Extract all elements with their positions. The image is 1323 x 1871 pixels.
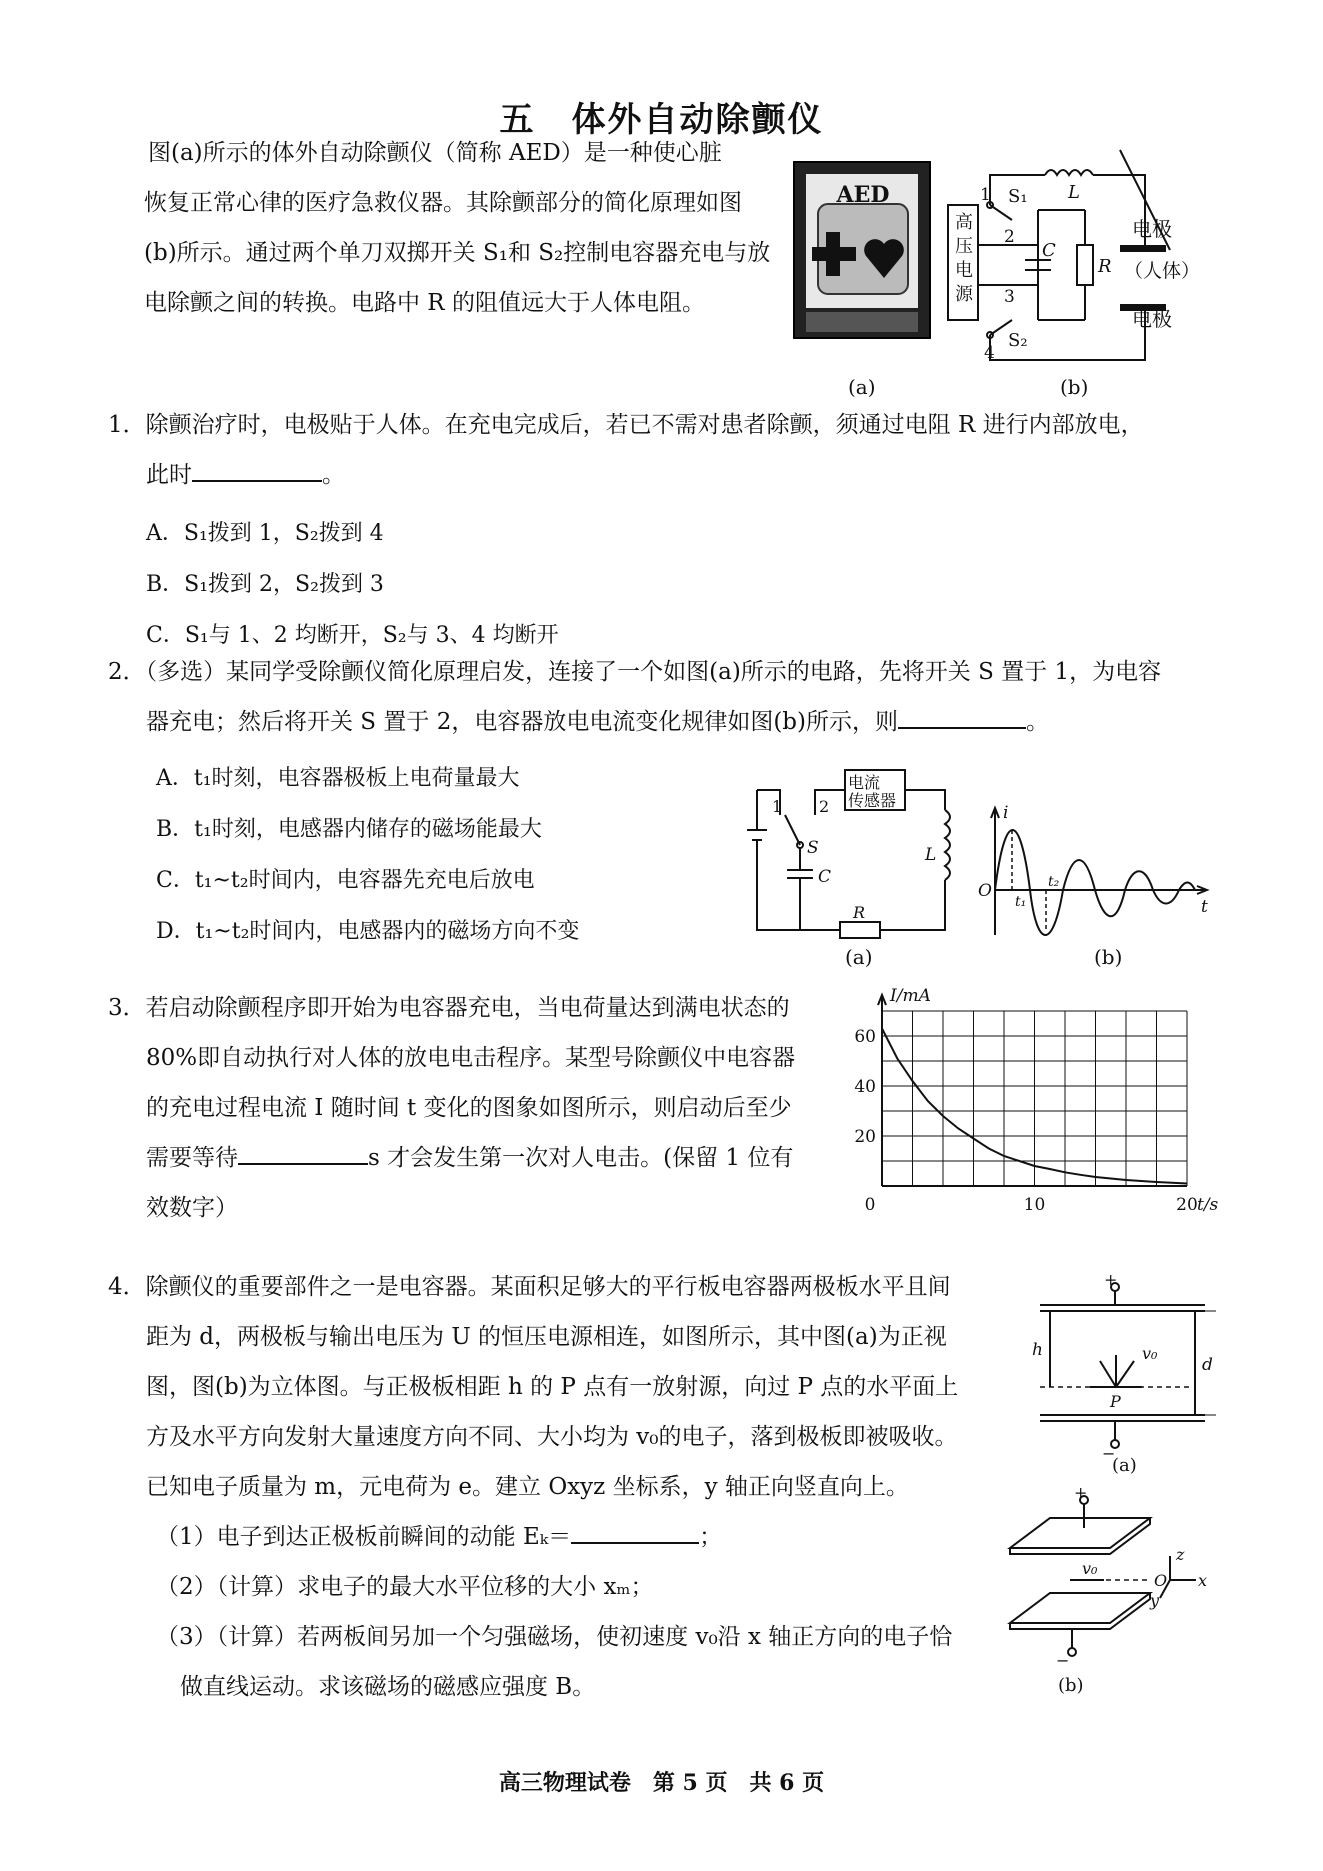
q3-charging-current-chart (854, 985, 1220, 1225)
positive-terminal: + (1074, 1483, 1088, 1502)
q2-fig-a-caption: (a) (845, 945, 873, 969)
y-axis-label: i (1003, 803, 1009, 823)
t1-label: t₁ (1015, 894, 1027, 910)
charging-chart-svg (854, 985, 1220, 1225)
contact-1: 1 (980, 185, 991, 205)
x-axis-label: t/s (1197, 1195, 1219, 1215)
intro-line: (b)所示。通过两个单刀双掷开关 S₁和 S₂控制电容器充电与放 (144, 240, 771, 266)
y-tick-label: 40 (854, 1077, 876, 1097)
y-axis-label: y (1150, 1591, 1160, 1610)
y-tick-label: 60 (854, 1027, 876, 1047)
sensor-label: 传感器 (848, 791, 897, 810)
q4-sub3-cont: 做直线运动。求该磁场的磁感应强度 B。 (180, 1674, 596, 1700)
resistor-label: R (1098, 256, 1112, 277)
aed-figure (792, 160, 932, 340)
fig-b-caption: (b) (1060, 375, 1089, 399)
q2-line: 2．（多选）某同学受除颤仪简化原理启发，连接了一个如图(a)所示的电路，先将开关 S 置于 1，为电容 (108, 659, 1162, 685)
negative-terminal: − (1056, 1651, 1070, 1670)
q4-answer-blank[interactable] (571, 1520, 699, 1544)
intro-line: 电除颤之间的转换。电路中 R 的阻值远大于人体电阻。 (144, 290, 705, 316)
resistor-label: R (853, 903, 866, 922)
body-label: （人体） (1124, 260, 1201, 282)
q2-stem (108, 647, 1248, 747)
q2-fig-b-caption: (b) (1094, 945, 1123, 969)
page-footer: 高三物理试卷 第 5 页 共 6 页 (498, 1770, 825, 1796)
fig-a-caption: (a) (848, 375, 876, 399)
q4-stem (108, 1262, 1028, 1512)
x-axis-label: t (1201, 897, 1208, 917)
source-char: 高 (955, 212, 973, 233)
intro-line: 恢复正常心律的医疗急救仪器。其除颤部分的简化原理如图 (144, 190, 742, 216)
q3-line: 的充电过程电流 I 随时间 t 变化的图象如图所示，则启动后至少 (146, 1095, 792, 1121)
source-char: 源 (955, 284, 973, 305)
electrode-bottom-label: 电极 (1132, 307, 1172, 331)
q4-line: 图，图(b)为立体图。与正极板相距 h 的 P 点有一放射源，向过 P 点的水平面上 (146, 1374, 959, 1400)
origin-label: O (978, 881, 992, 901)
z-axis-label: z (1176, 1545, 1185, 1564)
aed-logo-text: AED (836, 182, 890, 208)
q1-option-b: B．S₁拨到 2，S₂拨到 3 (146, 572, 384, 597)
q4-line: 距为 d，两极板与输出电压为 U 的恒压电源相连，如图所示，其中图(a)为正视 (146, 1324, 947, 1350)
q3-line: 80%即自动执行对人体的放电电击程序。某型号除颤仪中电容器 (146, 1045, 796, 1071)
h-label: h (1032, 1340, 1043, 1360)
contact-3: 3 (1004, 287, 1015, 307)
contact-1: 1 (772, 797, 783, 816)
x-tick-label: 0 (864, 1195, 876, 1215)
q1-line: 此时 。 (146, 450, 1228, 500)
q1-option-a: A．S₁拨到 1，S₂拨到 4 (146, 521, 384, 546)
q4-fig-a-caption: (a) (1112, 1455, 1137, 1476)
q4-sub2: （2）（计算）求电子的最大水平位移的大小 xₘ； (156, 1574, 654, 1600)
q2-option-d: D．t₁~t₂时间内，电感器内的磁场方向不变 (156, 919, 580, 944)
q2-option-b: B．t₁时刻，电感器内储存的磁场能最大 (156, 817, 542, 842)
q3-answer-blank[interactable] (238, 1141, 368, 1165)
q4-sub1: （1）电子到达正极板前瞬间的动能 Eₖ＝ ； (156, 1512, 1016, 1562)
q2-lc-circuit (745, 760, 975, 940)
intro-paragraph (144, 128, 788, 328)
q4-front-view-figure (1030, 1270, 1230, 1465)
q2-current-graph (975, 800, 1215, 940)
q2-answer-blank[interactable] (898, 705, 1026, 729)
q4-line: 4．除颤仪的重要部件之一是电容器。某面积足够大的平行板电容器两极板水平且间 (108, 1274, 951, 1300)
switch-s1-label: S₁ (1008, 186, 1028, 207)
q2-options (156, 753, 579, 957)
v0-label: v₀ (1082, 1559, 1098, 1578)
point-p-label: P (1110, 1392, 1121, 1411)
sensor-label: 电流 (848, 773, 881, 792)
q2-option-c: C．t₁~t₂时间内，电容器先充电后放电 (156, 868, 535, 893)
electrode-top-label: 电极 (1132, 217, 1172, 241)
q3-line: 需要等待 s 才会发生第一次对人电击。(保留 1 位有 (146, 1133, 868, 1183)
y-tick-label: 20 (854, 1127, 876, 1147)
contact-4: 4 (984, 343, 995, 363)
q2-line: 器充电；然后将开关 S 置于 2，电容器放电电流变化规律如图(b)所示，则 。 (146, 697, 1248, 747)
v0-label: v₀ (1142, 1344, 1158, 1363)
inductor-label: L (925, 845, 937, 865)
aed-device-image (792, 160, 932, 340)
contact-2: 2 (819, 797, 830, 816)
y-axis-label: I/mA (890, 986, 931, 1006)
switch-s2-label: S₂ (1008, 330, 1028, 351)
q4-line: 已知电子质量为 m，元电荷为 e。建立 Oxyz 坐标系，y 轴正向竖直向上。 (146, 1474, 909, 1500)
q3-stem (108, 983, 868, 1233)
q2-option-a: A．t₁时刻，电容器极板上电荷量最大 (156, 766, 520, 791)
q4-subquestions (156, 1512, 1016, 1712)
source-char: 电 (955, 260, 973, 281)
intro-line: 图(a)所示的体外自动除颤仪（简称 AED）是一种使心脏 (148, 140, 722, 166)
capacitor-label: C (818, 867, 832, 887)
q4-3d-figure (1000, 1483, 1220, 1678)
source-char: 压 (955, 236, 973, 257)
q1-line: 1．除颤治疗时，电极贴于人体。在充电完成后，若已不需对患者除颤，须通过电阻 R 进行内部放电， (108, 412, 1144, 438)
q3-line: 效数字） (146, 1195, 238, 1221)
positive-terminal: + (1104, 1270, 1118, 1289)
t2-label: t₂ (1048, 874, 1060, 890)
q1-stem (108, 400, 1228, 500)
x-axis-label: x (1198, 1571, 1208, 1590)
q1-option-c: C．S₁与 1、2 均断开，S₂与 3、4 均断开 (146, 623, 559, 648)
d-label: d (1202, 1355, 1213, 1375)
q3-line: 3．若启动除颤程序即开始为电容器充电，当电荷量达到满电状态的 (108, 995, 790, 1021)
x-tick-label: 10 (1023, 1195, 1046, 1215)
q1-options (146, 508, 559, 661)
x-tick-label: 20 (1176, 1195, 1198, 1215)
switch-s-label: S (807, 838, 819, 858)
capacitor-label: C (1042, 240, 1056, 261)
q4-line: 方及水平方向发射大量速度方向不同、大小均为 v₀的电子，落到极板即被吸收。 (146, 1424, 958, 1450)
q4-fig-b-caption: (b) (1058, 1675, 1084, 1696)
negative-terminal: − (1102, 1444, 1116, 1463)
contact-2: 2 (1004, 227, 1015, 247)
inductor-label: L (1068, 182, 1080, 203)
q1-answer-blank[interactable] (192, 458, 322, 482)
section-title: 五 体外自动除颤仪 (499, 100, 824, 140)
q4-sub3: （3）（计算）若两板间另加一个匀强磁场，使初速度 v₀沿 x 轴正方向的电子恰 (156, 1624, 953, 1650)
origin-o-label: O (1154, 1571, 1168, 1590)
